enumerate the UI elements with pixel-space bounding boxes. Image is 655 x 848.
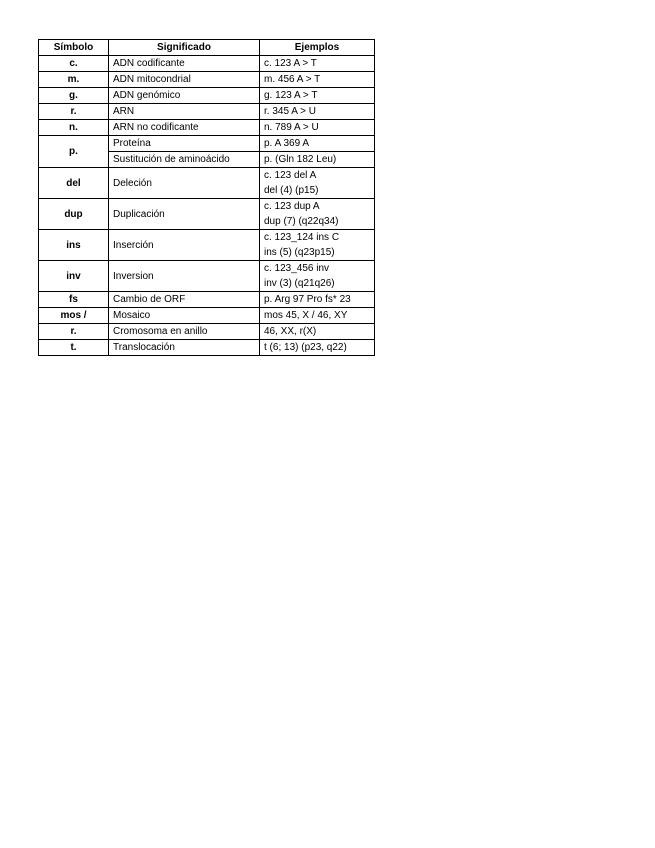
meaning-cell: Cromosoma en anillo <box>109 324 260 340</box>
symbol-cell: mos / <box>39 308 109 324</box>
meaning-cell: Mosaico <box>109 308 260 324</box>
example-line: c. 123_456 inv <box>264 263 330 274</box>
example-cell: t (6; 13) (p23, q22) <box>260 340 375 356</box>
example-cell: g. 123 A > T <box>260 88 375 104</box>
meaning-cell: ARN no codificante <box>109 120 260 136</box>
example-cell <box>260 261 375 292</box>
symbol-cell: del <box>39 168 109 199</box>
symbol-cell: m. <box>39 72 109 88</box>
meaning-cell: ARN <box>109 104 260 120</box>
meaning-cell: Cambio de ORF <box>109 292 260 308</box>
symbol-cell: p. <box>39 136 109 168</box>
table-row <box>39 168 375 199</box>
example-line: inv (3) (q21q26) <box>264 278 335 289</box>
table-header-row <box>39 40 375 56</box>
meaning-cell: Inserción <box>109 230 260 261</box>
symbol-cell: r. <box>39 104 109 120</box>
table-row <box>39 136 375 152</box>
table-row <box>39 324 375 340</box>
table-row <box>39 230 375 261</box>
table-row <box>39 88 375 104</box>
example-cell: m. 456 A > T <box>260 72 375 88</box>
example-line: ins (5) (q23p15) <box>264 247 335 258</box>
symbol-cell: t. <box>39 340 109 356</box>
meaning-cell: Proteína <box>109 136 260 152</box>
meaning-cell: Translocación <box>109 340 260 356</box>
example-cell: r. 345 A > U <box>260 104 375 120</box>
table-row <box>39 292 375 308</box>
example-cell: p. (Gln 182 Leu) <box>260 152 375 168</box>
meaning-cell: Deleción <box>109 168 260 199</box>
table-row <box>39 261 375 292</box>
header-examples: Ejemplos <box>260 40 375 56</box>
symbol-cell: g. <box>39 88 109 104</box>
symbol-cell: inv <box>39 261 109 292</box>
example-cell: mos 45, X / 46, XY <box>260 308 375 324</box>
header-meaning: Significado <box>109 40 260 56</box>
example-line: c. 123 del A <box>264 170 317 181</box>
header-symbol: Símbolo <box>39 40 109 56</box>
symbol-cell: r. <box>39 324 109 340</box>
example-cell: p. A 369 A <box>260 136 375 152</box>
table-row <box>39 340 375 356</box>
example-line: c. 123 dup A <box>264 201 320 212</box>
meaning-cell: Duplicación <box>109 199 260 230</box>
example-cell <box>260 199 375 230</box>
meaning-cell: ADN mitocondrial <box>109 72 260 88</box>
meaning-cell: Sustitución de aminoácido <box>109 152 260 168</box>
table-body <box>39 56 375 356</box>
table-row <box>39 120 375 136</box>
example-cell: p. Arg 97 Pro fs* 23 <box>260 292 375 308</box>
example-line: c. 123_124 ins C <box>264 232 340 243</box>
symbol-cell: n. <box>39 120 109 136</box>
table-row <box>39 308 375 324</box>
symbol-cell: ins <box>39 230 109 261</box>
example-cell: c. 123 A > T <box>260 56 375 72</box>
example-cell <box>260 168 375 199</box>
example-line: dup (7) (q22q34) <box>264 216 339 227</box>
example-cell: n. 789 A > U <box>260 120 375 136</box>
meaning-cell: Inversion <box>109 261 260 292</box>
symbol-cell: dup <box>39 199 109 230</box>
symbol-cell: fs <box>39 292 109 308</box>
example-cell <box>260 230 375 261</box>
meaning-cell: ADN codificante <box>109 56 260 72</box>
table-row <box>39 104 375 120</box>
example-line: del (4) (p15) <box>264 185 319 196</box>
symbol-cell: c. <box>39 56 109 72</box>
table-row <box>39 72 375 88</box>
example-cell: 46, XX, r(X) <box>260 324 375 340</box>
table-row <box>39 199 375 230</box>
nomenclature-table <box>38 39 375 356</box>
meaning-cell: ADN genómico <box>109 88 260 104</box>
table-row <box>39 56 375 72</box>
